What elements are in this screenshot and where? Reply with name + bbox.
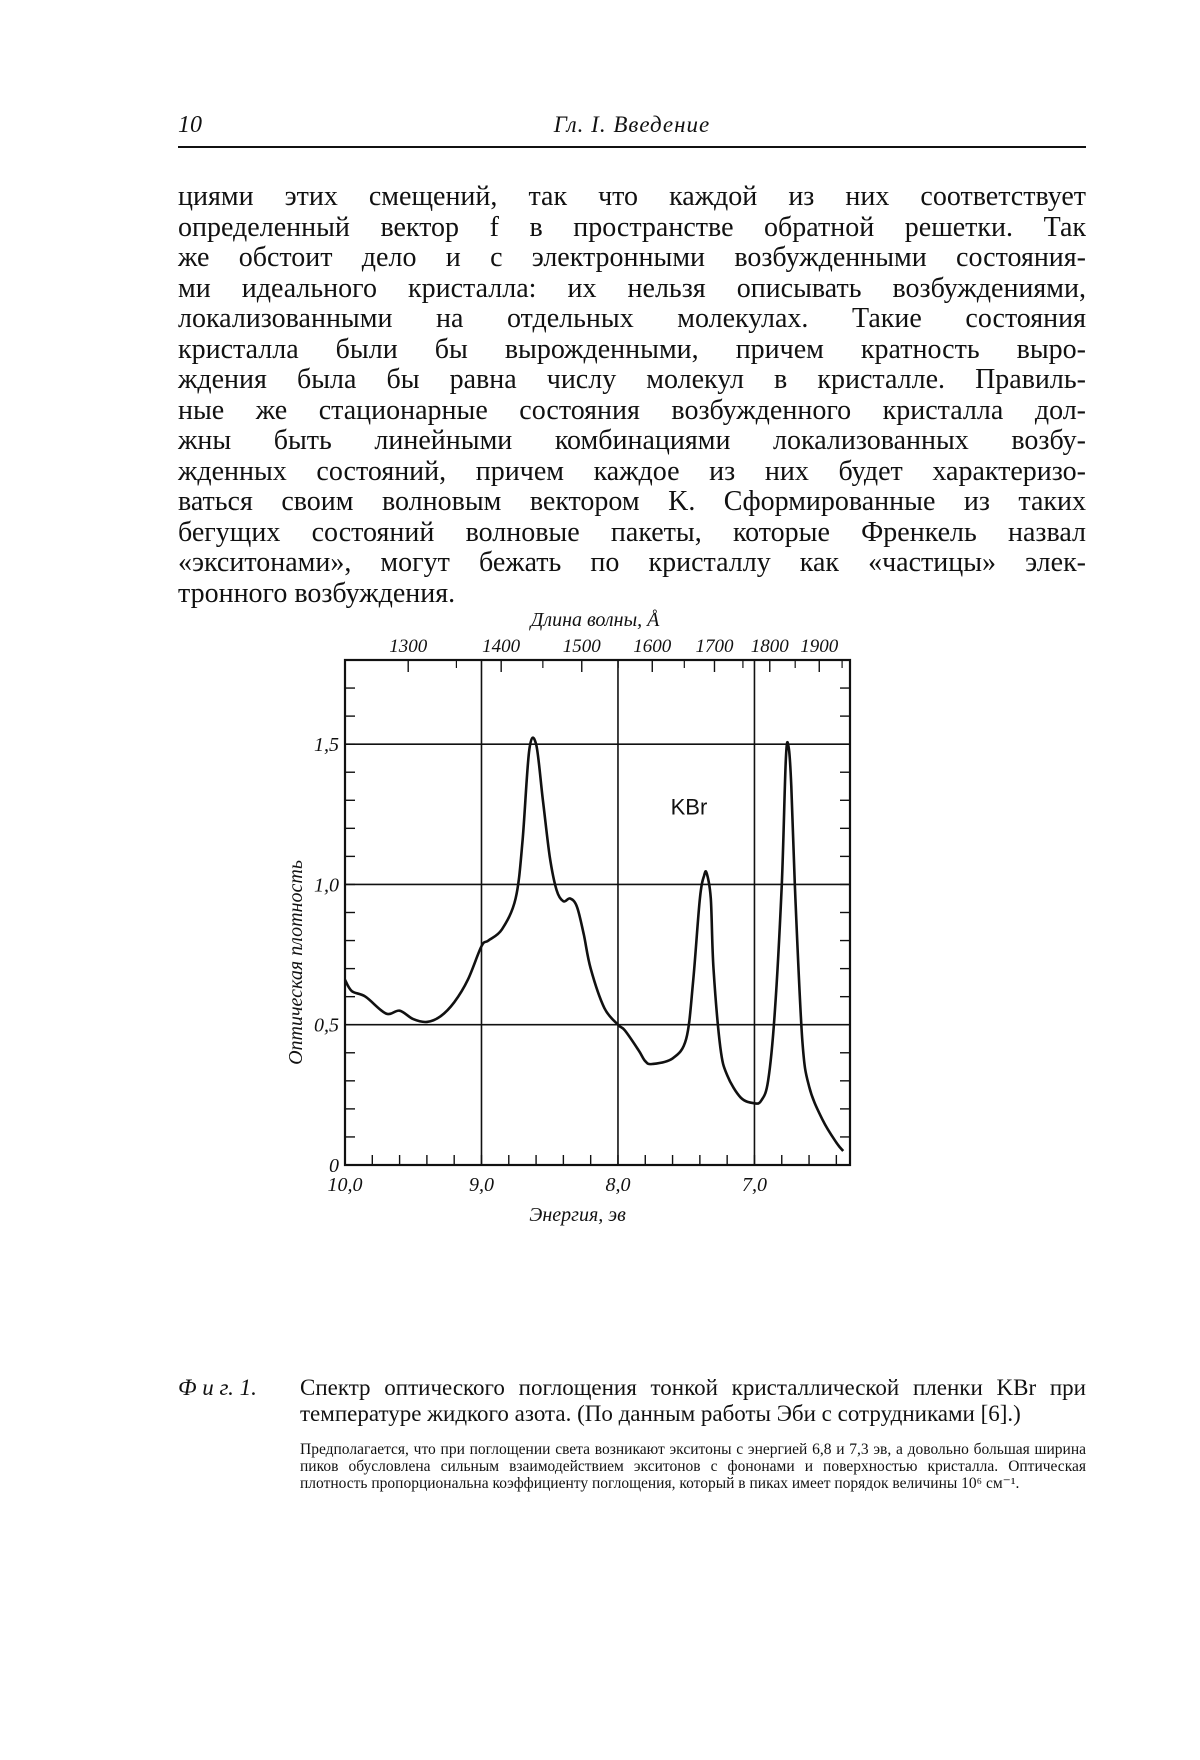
figure-caption bbox=[178, 1375, 1086, 1492]
body-text bbox=[178, 182, 1086, 609]
top-tick-label: 1800 bbox=[750, 636, 789, 657]
body-line: ми идеального кристалла: их нельзя описывать возбуждениями, bbox=[178, 272, 1086, 304]
body-line: кристалла были бы вырожденными, причем кратность выро- bbox=[178, 333, 1086, 365]
top-tick-label: 1900 bbox=[800, 636, 839, 657]
caption-label: Ф и г. 1. bbox=[178, 1375, 257, 1400]
caption-text: Спектр оптического поглощения тонкой кристаллической пленки KBr при температуре жидкого азота. (По данным работы Эби с сотрудниками [6].) bbox=[300, 1375, 1086, 1426]
header-rule bbox=[178, 146, 1086, 148]
spectrum-chart bbox=[285, 609, 980, 1350]
body-line: определенный вектор f в пространстве обратной решетки. Так bbox=[178, 211, 1086, 243]
top-tick-label: 1300 bbox=[389, 636, 428, 657]
series-line-kbr bbox=[345, 738, 843, 1151]
y-tick-label: 1,0 bbox=[314, 874, 339, 897]
y-tick-label: 1,5 bbox=[314, 734, 339, 757]
top-tick-label: 1700 bbox=[695, 636, 734, 657]
top-tick-label: 1400 bbox=[482, 636, 521, 657]
top-tick-label: 1500 bbox=[562, 636, 601, 657]
caption-main bbox=[178, 1375, 1086, 1427]
spectrum-figure bbox=[285, 609, 980, 1350]
body-line: локализованными на отдельных молекулах. Такие состояния bbox=[178, 303, 1086, 334]
body-line: ждения была бы равна числу молекул в кристалле. Правиль- bbox=[178, 364, 1086, 395]
body-line: ные же стационарные состояния возбужденного кристалла дол- bbox=[178, 394, 1086, 426]
x-tick-label: 8,0 bbox=[605, 1174, 631, 1196]
body-line: же обстоит дело и с электронными возбужденными состояния- bbox=[178, 242, 1086, 273]
body-line: жны быть линейными комбинациями локализованных возбу- bbox=[178, 425, 1086, 456]
page-number: 10 bbox=[178, 112, 202, 138]
body-line: «экситонами», могут бежать по кристаллу как «частицы» элек- bbox=[178, 547, 1086, 578]
running-title: Гл. I. Введение bbox=[553, 112, 711, 137]
body-line: бегущих состояний волновые пакеты, которые Френкель назвал bbox=[178, 516, 1086, 548]
chart-annotation: KBr bbox=[670, 794, 708, 820]
body-line: жденных состояний, причем каждое из них будет характеризо- bbox=[178, 455, 1086, 487]
x-tick-label: 9,0 bbox=[468, 1174, 494, 1196]
top-tick-label: 1600 bbox=[633, 636, 672, 657]
x-tick-label: 7,0 bbox=[741, 1174, 767, 1196]
caption-note: Предполагается, что при поглощении света возникают экситоны с энергией 6,8 и 7,3 эв, а довольно большая ширина пиков обусловлена сильным взаимодействием экситонов с фононами и поверхностью кристалла. Оптическая плотность пропорциональна коэффициенту поглощения, который в пиках имеет порядок величины 10⁶ см⁻¹. bbox=[300, 1441, 1086, 1492]
top-axis-title: Длина волны, Å bbox=[530, 609, 660, 631]
body-line: ваться своим волновым вектором K. Сформированные из таких bbox=[178, 486, 1086, 517]
x-tick-label: 10,0 bbox=[327, 1174, 363, 1196]
plot-frame bbox=[345, 660, 850, 1165]
y-tick-label: 0,5 bbox=[314, 1014, 339, 1037]
y-tick-label: 0 bbox=[329, 1155, 339, 1177]
body-line: тронного возбуждения. bbox=[178, 577, 456, 609]
body-line: циями этих смещений, так что каждой из них соответствует bbox=[178, 181, 1086, 212]
x-axis-title: Энергия, эв bbox=[529, 1204, 626, 1226]
y-axis-title: Оптическая плотность bbox=[285, 860, 307, 1065]
running-head bbox=[178, 112, 1086, 146]
